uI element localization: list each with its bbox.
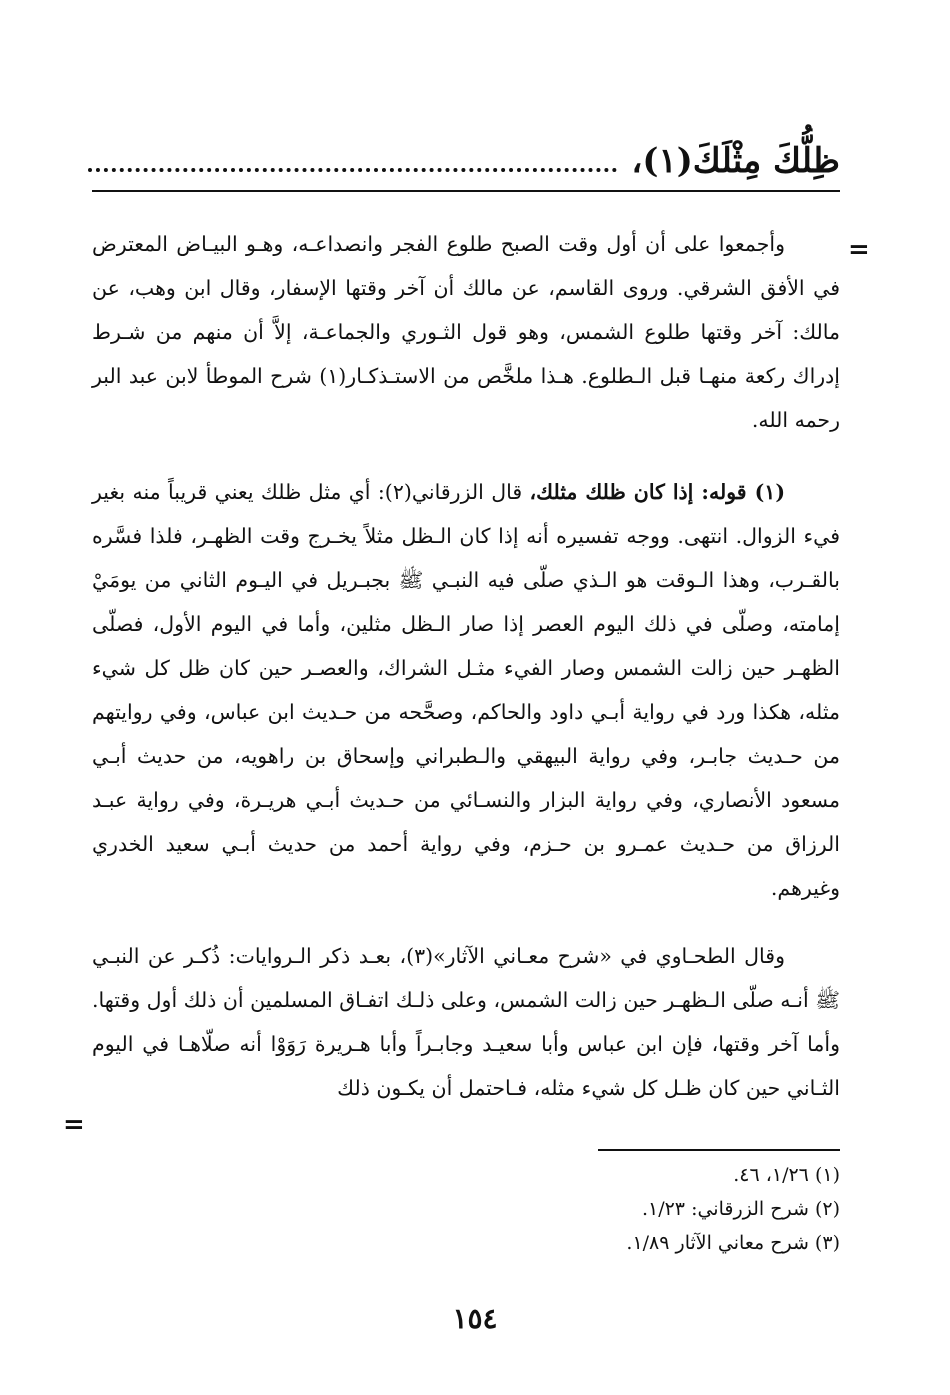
continuation-mark-bottom: = (63, 1110, 85, 1140)
header-title: ظِلُّكَ مِثْلَكَ(١)، (631, 141, 840, 181)
paragraph-2 (92, 470, 840, 910)
header-divider (92, 190, 840, 192)
paragraph-1: وأجمعوا على أن أول وقت الصبح طلوع الفجر وانصداعـه، وهـو البيـاض المعترض في الأفق الشرقي. وروى القاسم، عن مالك أن آخر وقتها الإسفار، وقال ابن وهب، عن مالك: آخر وقتها طلوع الشمس، وهو قول الثـوري والجماعـة، إلاَّ أن منهم من شـرط إدراك ركعة منهـا قبل الـطلوع. هـذا ملخَّص من الاستـذكـار(١) شرح الموطأ لابن عبد البر رحمه الله. (92, 232, 840, 432)
page-header (88, 118, 840, 181)
footnote-2: (٢) شرح الزرقاني: ١/٢٣. (641, 1198, 840, 1220)
paragraph-2-lead: (١) قوله: إذا كان ظلك مثلك، (529, 480, 786, 504)
page-number: ١٥٤ (452, 1302, 498, 1335)
footnote-divider (598, 1149, 840, 1151)
paragraph-3: وقال الطحـاوي في «شرح معـاني الآثار»(٣)، بعـد ذكر الـروايات: ذُكـر عن النبـي ﷺ أنـه صلّى الـظهـر حين زالت الشمس، وعلى ذلـك اتفـاق المسلمين أن ذلك أول وقتها. وأما آخر وقتها، فإن ابن عباس وأبا سعيـد وجابـراً وأبا هـريرة رَوَوْا أنه صلّاهـا في اليوم الثـاني حين كان ظـل كل شيء مثله، فـاحتمل أن يكـون ذلك (92, 944, 840, 1100)
header-dotted-leader (88, 168, 617, 172)
continuation-mark-top: = (848, 235, 870, 265)
footnote-3: (٣) شرح معاني الآثار ١/٨٩. (626, 1232, 840, 1254)
footnote-1: (١) ١/٢٦، ٤٦. (733, 1164, 840, 1186)
paragraph-2-body: قال الزرقاني(٢): أي مثل ظلك يعني قريباً منه بغير فيء الزوال. انتهى. ووجه تفسيره أنه إذا كان الـظل مثلاً يخـرج وقت الظهـر، فلذا فسَّره بالقـرب، وهذا الـوقت هو الـذي صلّى فيه النبـي ﷺ بجبـريل في اليـوم الثاني من يومَيْ إمامته، وصلّى في ذلك اليوم العصر إذا صار الـظل مثلين، وأما في اليوم الأول، فصلّى الظهـر حين زالت الشمس وصار الفيء مثـل الشراك، والعصـر حين كان ظل كل شيء مثله، هكذا ورد في رواية أبـي داود والحاكم، وصحَّحه من حـديث ابن عباس، وفي روايتهم من حـديث جابـر، وفي رواية البيهقي والـطبراني وإسحاق بن راهويه، من حديث أبـي مسعود الأنصاري، وفي رواية البزار والنسـائي من حـديث أبـي هريـرة، وفي رواية عبـد الرزاق من حـديث عمـرو بن حـزم، وفي رواية أحمد من حديث أبـي سعيد الخدري وغيرهم. (92, 480, 840, 900)
footnotes-list (440, 1158, 840, 1260)
